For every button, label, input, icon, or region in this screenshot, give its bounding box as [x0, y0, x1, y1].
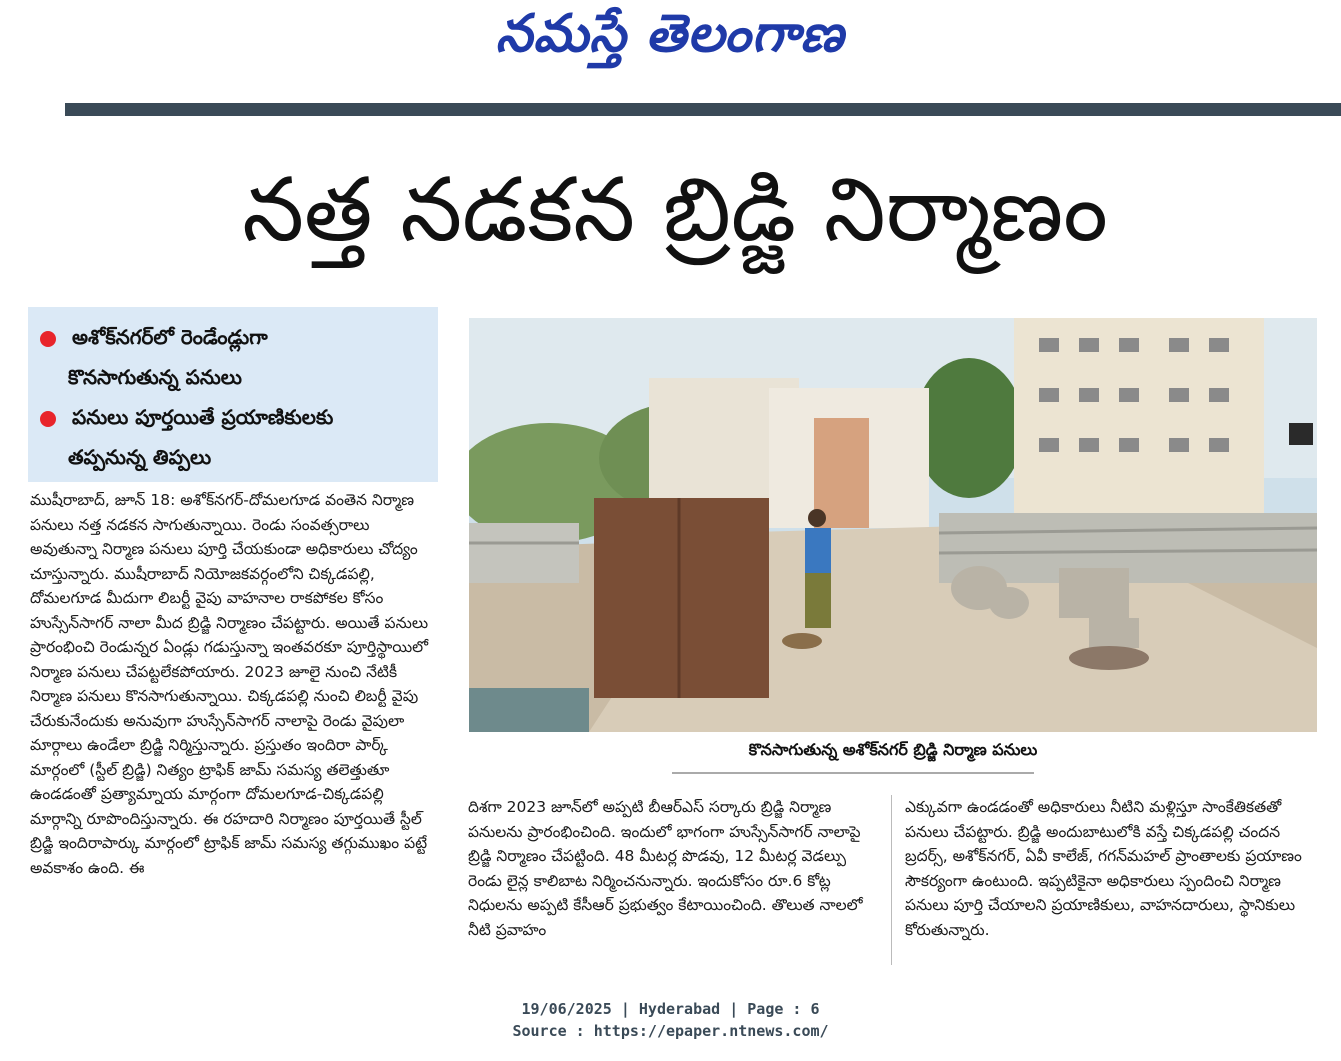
- column-divider: [891, 795, 892, 965]
- footer-source-line: Source : https://epaper.ntnews.com/: [512, 1022, 829, 1040]
- bridge-construction-photo: [469, 318, 1317, 732]
- highlights-box: [28, 307, 438, 482]
- highlight-text: పనులు పూర్తయితే ప్రయాణికులకు: [72, 405, 334, 429]
- photo-illustration: [469, 318, 1317, 732]
- article-column-1: ముషీరాబాద్, జూన్ 18: అశోక్‌నగర్-దోమలగూడ వంతెన నిర్మాణ పనులు నత్త నడకన సాగుతున్నాయి. రెండు సంవత్సరాలు అవుతున్నా నిర్మాణ పనులు పూర్తి చేయకుండా అధికారులు చోద్యం చూస్తున్నారు. ముషీరాబాద్ నియోజకవర్గంలోని చిక్కడపల్లి, దోమలగూడ మీదుగా లిబర్టీ వైపు వాహనాల రాకపోకల కోసం హుస్సేన్‌సాగర్ నాలా మీద బ్రిడ్జి నిర్మాణం చేపట్టారు. అయితే పనులు ప్రారంభించి రెండున్నర ఏండ్లు గడుస్తున్నా ఇంతవరకూ పూర్తిస్థాయిలో నిర్మాణ పనులు చేపట్టలేకపోయారు. 2023 జూలై నుంచి నేటికీ నిర్మాణ పనులు కొనసాగుతున్నాయి. చిక్కడపల్లి నుంచి లిబర్టీ వైపు చేరుకునేందుకు అనువుగా హుస్సేన్‌సాగర్ నాలాపై రెండు వైపులా మార్గాలు ఉండేలా బ్రిడ్జి నిర్మిస్తున్నారు. ప్రస్తుతం ఇందిరా పార్క్ మార్గంలో (స్టీల్ బ్రిడ్జి) నిత్యం ట్రాఫిక్ జామ్ సమస్య తలెత్తుతూ ఉండడంతో ప్రత్యామ్నాయ మార్గంగా దోమలగూడ-చిక్కడపల్లి మార్గాన్ని రూపొందిస్తున్నారు. ఈ రహదారి నిర్మాణం పూర్తయితే స్టీల్ బ్రిడ్జి ఇందిరాపార్కు మార్గంలో ట్రాఫిక్ జామ్ సమస్య తగ్గుముఖం పట్టే అవకాశం ఉంది. ఈ: [30, 491, 429, 877]
- photo-caption: కొనసాగుతున్న అశోక్‌నగర్ బ్రిడ్జి నిర్మాణ పనులు: [748, 740, 1038, 759]
- newspaper-logo: నమస్తే తెలంగాణ: [495, 4, 845, 64]
- highlight-item: [40, 405, 333, 434]
- highlight-text: తప్పనున్న తిప్పలు: [68, 445, 212, 469]
- bullet-icon: [40, 411, 56, 427]
- caption-divider: [672, 772, 1034, 774]
- highlight-text: కొనసాగుతున్న పనులు: [68, 365, 242, 389]
- highlight-text: అశోక్‌నగర్‌లో రెండేండ్లుగా: [72, 325, 268, 349]
- bullet-icon: [40, 331, 56, 347]
- highlight-item: [40, 325, 268, 354]
- article-column-3: ఎక్కువగా ఉండడంతో అధికారులు నీటిని మళ్లిస్తూ సాంకేతికతతో పనులు చేపట్టారు. బ్రిడ్జి అందుబాటులోకి వస్తే చిక్కడపల్లి చందన బ్రదర్స్, అశోక్‌నగర్, ఏవీ కాలేజ్, గగన్‌మహల్ ప్రాంతాలకు ప్రయాణం సౌకర్యంగా ఉంటుంది. ఇప్పటికైనా అధికారులు స్పందించి నిర్మాణ పనులు పూర్తి చేయాలని ప్రయాణికులు, వాహనదారులు, స్థానికులు కోరుతున్నారు.: [905, 798, 1302, 939]
- masthead: [0, 0, 1341, 100]
- footer-date-line: 19/06/2025 | Hyderabad | Page : 6: [521, 1000, 820, 1018]
- article-column-2: దిశగా 2023 జూన్‌లో అప్పటి బీఆర్‌ఎస్ సర్కారు బ్రిడ్జి నిర్మాణ పనులను ప్రారంభించింది. ఇందులో భాగంగా హుస్సేన్‌సాగర్ నాలాపై బ్రిడ్జి నిర్మాణం చేపట్టింది. 48 మీటర్ల పొడవు, 12 మీటర్ల వెడల్పు రెండు లైన్ల కాలిబాట నిర్మించనున్నారు. ఇందుకోసం రూ.6 కోట్ల నిధులను అప్పటి కేసీఆర్ ప్రభుత్వం కేటాయించింది. తొలుత నాలలో నీటి ప్రవాహం: [468, 798, 863, 939]
- article-headline: నత్త నడకన బ్రిడ్జి నిర్మాణం: [242, 158, 1108, 261]
- masthead-divider-bar: [65, 103, 1341, 116]
